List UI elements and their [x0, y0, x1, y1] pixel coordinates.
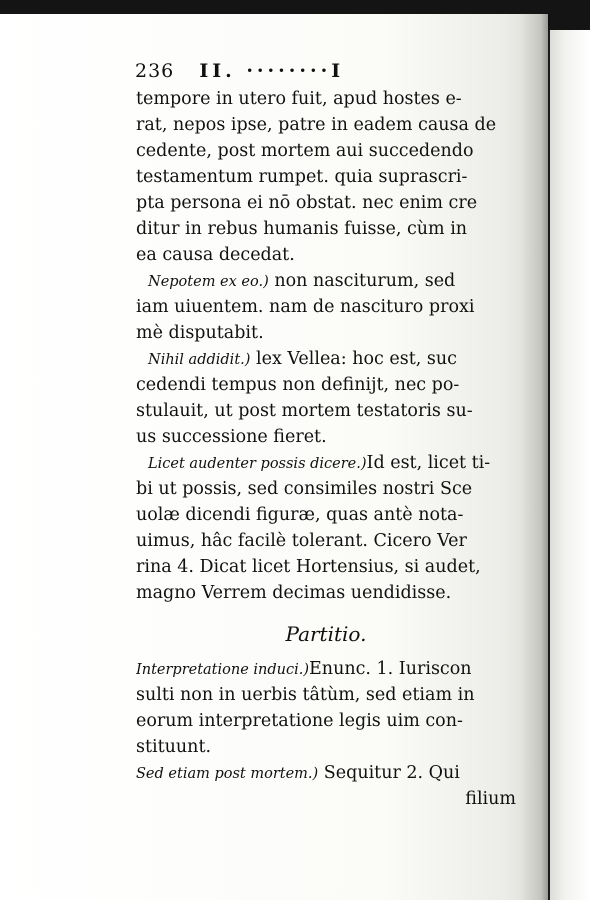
text-line: tempore in utero fuit, apud hostes e-: [136, 89, 462, 109]
catchword: filium: [465, 789, 516, 809]
text-line: cedendi tempus non definijt, nec po-: [136, 375, 460, 395]
commentary-text: non nasciturum, sed: [274, 271, 456, 291]
text-line: magno Verrem decimas uendidisse.: [136, 583, 452, 603]
commentary-text: lex Vellea: hoc est, suc: [255, 349, 457, 369]
text-line: ea causa decedat.: [136, 245, 295, 265]
lemma: Sed etiam post mortem.): [136, 766, 319, 782]
lemma: Nihil addidit.): [148, 352, 251, 368]
running-title: II. ········I: [199, 60, 345, 82]
page-number: 236: [135, 60, 175, 82]
text-line: [136, 760, 516, 786]
running-head: [135, 60, 344, 82]
text-line: mè disputabit.: [136, 323, 264, 343]
lemma: Nepotem ex eo.): [148, 274, 269, 290]
text-line: rina 4. Dicat licet Hortensius, si audet,: [136, 557, 481, 577]
commentary-text: Enunc. 1. Iuriscon: [309, 659, 472, 679]
facing-page-edge: [550, 30, 590, 900]
text-line: eorum interpretatione legis uim con-: [136, 711, 463, 731]
text-line: pta persona ei nō obstat. nec enim cre: [136, 193, 478, 213]
text-line: uimus, hâc facilè tolerant. Cicero Ver: [136, 531, 467, 551]
lemma: Licet audenter possis dicere.): [148, 456, 367, 472]
commentary-text: Id est, licet ti-: [366, 453, 491, 473]
text-line: [136, 450, 516, 476]
text-line: cedente, post mortem aui succedendo: [136, 141, 474, 161]
text-line: stituunt.: [136, 737, 212, 757]
body-text: [136, 86, 516, 812]
text-line: bi ut possis, sed consimiles nostri Sce: [136, 479, 473, 499]
text-line: iam uiuentem. nam de nascituro proxi: [136, 297, 475, 317]
text-line: us successione fieret.: [136, 427, 327, 447]
text-line: ditur in rebus humanis fuisse, cùm in: [136, 219, 468, 239]
commentary-text: Sequitur 2. Qui: [323, 763, 460, 783]
text-line: [136, 656, 516, 682]
text-line: testamentum rumpet. quia suprascri-: [136, 167, 468, 187]
gutter-shadow: [520, 14, 550, 900]
lemma: Interpretatione induci.): [136, 662, 310, 678]
section-heading: Partitio.: [285, 622, 367, 646]
text-line: [136, 346, 516, 372]
text-line: sulti non in uerbis tâtùm, sed etiam in: [136, 685, 475, 705]
text-line: rat, nepos ipse, patre in eadem causa de: [136, 115, 497, 135]
text-line: [136, 268, 516, 294]
text-line: stulauit, ut post mortem testatoris su-: [136, 401, 473, 421]
text-line: uolæ dicendi figuræ, quas antè nota-: [136, 505, 464, 525]
